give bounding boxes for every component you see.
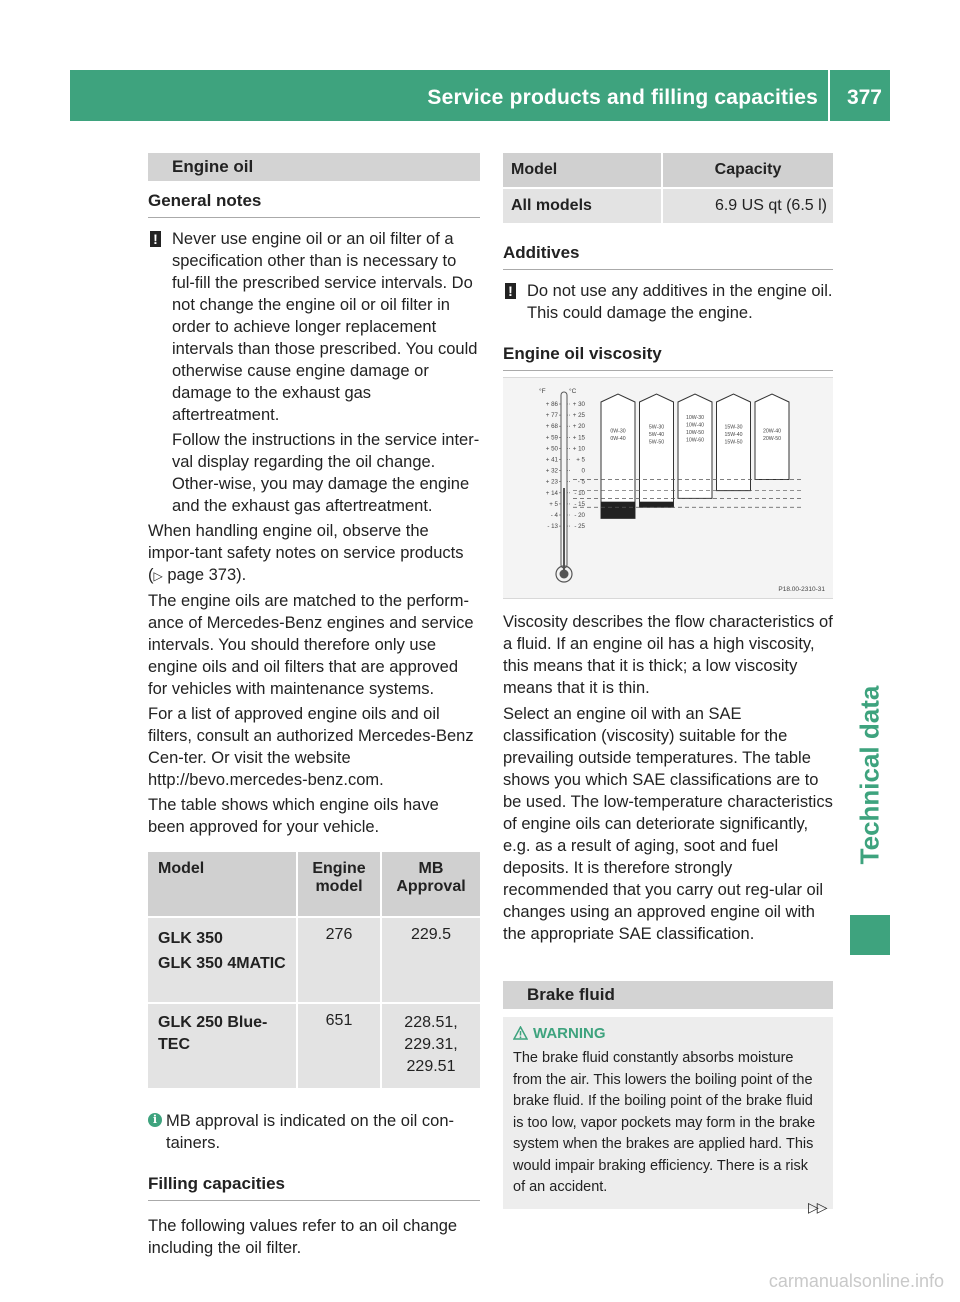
- viscosity-grade-label: 10W-50: [685, 429, 705, 436]
- handling-text: When handling engine oil, observe the impor-tant safety notes on service products (: [148, 522, 464, 584]
- page-reference-link[interactable]: page 373).: [162, 566, 247, 584]
- bar-dark-fill: [640, 502, 674, 508]
- info-note: [148, 1110, 480, 1154]
- side-tab-marker: [850, 915, 890, 955]
- cell-model: [148, 918, 298, 1004]
- header-cell-model: Model: [503, 153, 663, 189]
- fahrenheit-tick-label: + 59: [545, 434, 558, 442]
- header-title: Service products and filling capacities: [427, 86, 818, 109]
- heading-additives: Additives: [503, 243, 833, 270]
- left-column: [148, 153, 480, 1259]
- celsius-tick-label: + 25: [572, 412, 585, 420]
- celsius-tick-label: + 30: [572, 401, 585, 408]
- fahrenheit-tick-label: + 86: [545, 401, 558, 408]
- table-header-row: [148, 852, 480, 918]
- info-icon: i: [148, 1113, 162, 1127]
- header-cell-model: Model: [148, 852, 298, 918]
- celsius-tick-label: + 15: [572, 434, 585, 442]
- side-tab-label: Technical data: [854, 685, 885, 865]
- viscosity-grade-label: 5W-50: [648, 439, 665, 446]
- paragraph-approved-list: For a list of approved engine oils and oil filters, consult an authorized Mercedes-Benz Cen-ter. Or visit the website http://bevo.mercedes-benz.com.: [148, 705, 474, 789]
- warning-label: WARNING: [533, 1025, 606, 1042]
- unit-celsius-label: °C: [569, 388, 577, 395]
- fahrenheit-tick-label: + 50: [545, 445, 558, 453]
- model-name: TEC: [158, 1036, 190, 1053]
- warning-paragraph-2: Follow the instructions in the service inter-val display regarding the oil change. Other-wise, you may damage the engine and the exhaust gas aftertreatment.: [172, 431, 480, 515]
- viscosity-grade-label: 10W-60: [685, 437, 705, 444]
- additives-warning-text: Do not use any additives in the engine oil. This could damage the engine.: [527, 282, 833, 322]
- section-bar-brake-fluid: Brake fluid: [503, 981, 833, 1009]
- cell-approval: [382, 1004, 480, 1090]
- page-number: 377: [846, 86, 882, 109]
- viscosity-grade-label: 5W-40: [648, 432, 665, 438]
- model-name: GLK 350 4MATIC: [158, 955, 286, 972]
- table-header-row: [503, 153, 833, 189]
- viscosity-grade-label: 10W-30: [685, 414, 705, 421]
- fahrenheit-tick-label: + 68: [545, 423, 558, 431]
- header-divider: [828, 70, 830, 121]
- fahrenheit-tick-label: + 23: [545, 478, 558, 486]
- celsius-tick-label: + 20: [572, 423, 585, 431]
- viscosity-grade-label: 20W-40: [762, 428, 782, 435]
- paragraph-matched: The engine oils are matched to the perform-ance of Mercedes-Benz engines and service intervals. You should therefore only use engine oils and oil filters that are approved for vehicles with maintenance systems.: [148, 592, 474, 698]
- viscosity-grade-label: 10W-40: [685, 422, 705, 429]
- viscosity-bar: [601, 394, 635, 518]
- paragraph-viscosity-description: Viscosity describes the flow characteristics of a fluid. If an engine oil has a high viscosity, this means that it is thick; a low viscosity means that it is thin.: [503, 613, 833, 697]
- header-cell-mb-approval: MB Approval: [382, 852, 480, 918]
- paragraph-handling: [148, 520, 480, 587]
- viscosity-grade-label: 0W-30: [610, 428, 626, 435]
- approval-value: 229.5: [410, 926, 452, 943]
- viscosity-grade-label: 5W-30: [648, 424, 665, 431]
- thermometer-mercury: [563, 488, 565, 570]
- warning-triangle-icon: [513, 1026, 528, 1040]
- viscosity-grade-label: 15W-30: [724, 424, 743, 431]
- cell-engine: 651: [298, 1004, 382, 1090]
- celsius-tick-label: - 5: [577, 478, 585, 486]
- fahrenheit-tick-label: + 14: [545, 489, 558, 497]
- cell-model: All models: [503, 189, 663, 225]
- thermometer-bulb-fill: [560, 570, 569, 579]
- heading-general-notes: General notes: [148, 191, 480, 218]
- table-row: [503, 189, 833, 225]
- model-name: GLK 350: [158, 930, 223, 947]
- header-cell-capacity: Capacity: [663, 153, 833, 189]
- viscosity-grade-label: 0W-40: [610, 435, 626, 442]
- celsius-tick-label: - 15: [574, 500, 585, 508]
- capacity-table: [503, 153, 833, 225]
- figure-id-label: P18.00-2310-31: [778, 586, 825, 593]
- bar-dark-fill: [601, 502, 635, 519]
- table-row: [148, 1004, 480, 1090]
- approval-value: 229.51: [406, 1058, 456, 1075]
- fahrenheit-tick-label: + 32: [545, 467, 558, 475]
- engine-oil-table: [148, 852, 480, 1090]
- warning-note: [148, 228, 480, 517]
- celsius-tick-label: - 20: [574, 512, 585, 519]
- paragraph-table-intro: The table shows which engine oils have been approved for your vehicle.: [148, 796, 439, 836]
- cell-capacity: 6.9 US qt (6.5 l): [663, 189, 833, 225]
- celsius-tick-label: + 10: [572, 445, 585, 453]
- celsius-tick-label: 0: [581, 467, 585, 475]
- fahrenheit-tick-label: - 13: [547, 523, 558, 531]
- viscosity-grade-label: 20W-50: [762, 435, 782, 442]
- watermark: carmanualsonline.info: [768, 1271, 944, 1291]
- viscosity-bar: [678, 394, 712, 498]
- cell-model: [148, 1004, 298, 1090]
- approval-value: 228.51,: [404, 1014, 458, 1031]
- celsius-tick-label: - 25: [574, 523, 585, 531]
- celsius-tick-label: - 10: [574, 489, 585, 497]
- warning-title: [513, 1025, 823, 1042]
- header-cell-engine-model: Engine model: [298, 852, 382, 918]
- approval-value: 229.31,: [404, 1036, 458, 1053]
- viscosity-chart: [503, 377, 833, 599]
- viscosity-chart-svg: [503, 378, 833, 600]
- heading-filling-capacities: Filling capacities: [148, 1174, 480, 1201]
- unit-fahrenheit-label: °F: [539, 388, 546, 395]
- cell-engine: 276: [298, 918, 382, 1004]
- fahrenheit-tick-label: + 77: [545, 412, 558, 420]
- page-header: [70, 70, 890, 121]
- exclamation-icon: !: [505, 283, 516, 299]
- right-column: [503, 153, 833, 1209]
- paragraph-filling: The following values refer to an oil change including the oil filter.: [148, 1217, 458, 1257]
- celsius-tick-label: + 5: [576, 456, 585, 464]
- heading-engine-oil-viscosity: Engine oil viscosity: [503, 344, 833, 371]
- info-note-text: MB approval is indicated on the oil con-tainers.: [166, 1112, 454, 1152]
- cell-approval: [382, 918, 480, 1004]
- model-name: GLK 250 Blue-: [158, 1014, 268, 1031]
- page-ref-arrow-icon: ▷: [153, 569, 163, 583]
- viscosity-grade-label: 15W-50: [724, 439, 743, 446]
- side-tab: [850, 640, 890, 910]
- fahrenheit-tick-label: + 5: [549, 500, 558, 508]
- paragraph-viscosity-selection: Select an engine oil with an SAE classification (viscosity) suitable for the prevailing outside temperatures. The table shows you which SAE classifications are to be used. The low-temperature characteristics of engine oils can deteriorate significantly, e.g. as a result of aging, soot and fuel deposits. It is therefore strongly recommended that you carry out reg-ular oil changes using an approved engine oil with the appropriate SAE classification.: [503, 705, 833, 943]
- exclamation-icon: !: [150, 231, 161, 247]
- warning-body-text: The brake fluid constantly absorbs moisture from the air. This lowers the boiling point of the brake fluid. If the boiling point of the brake fluid is too low, vapor pockets may form in the brake system when the brakes are applied hard. This would impair braking efficiency. There is a risk of an accident.: [513, 1050, 816, 1195]
- table-row: [148, 918, 480, 1004]
- continue-arrows-icon: ▷▷: [808, 1199, 826, 1215]
- viscosity-grade-label: 15W-40: [724, 432, 743, 438]
- section-bar-engine-oil: Engine oil: [148, 153, 480, 181]
- warning-paragraph-1: Never use engine oil or an oil filter of a specification other than is necessary to ful-fill the prescribed service intervals. Do not change the engine oil or oil filter in order to achieve longer replacement intervals than those prescribed. You could otherwise cause engine damage or damage to the exhaust gas aftertreatment.: [172, 230, 478, 424]
- fahrenheit-tick-label: + 41: [545, 456, 558, 464]
- brake-warning-box: [503, 1017, 833, 1209]
- fahrenheit-tick-label: - 4: [550, 512, 558, 519]
- additives-warning: [503, 280, 833, 324]
